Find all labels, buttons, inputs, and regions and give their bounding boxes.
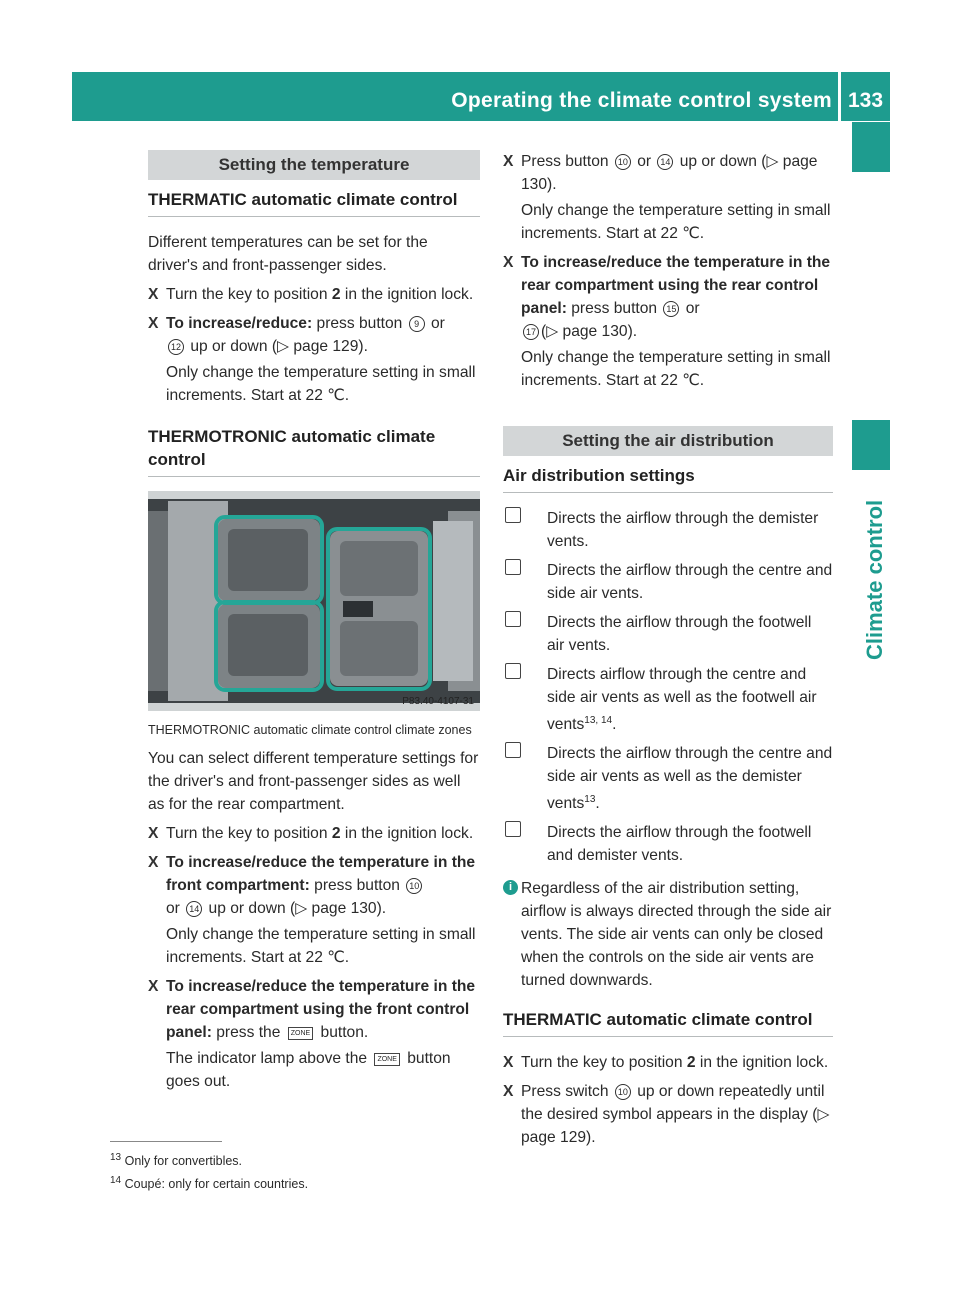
button-number-icon: 9 (409, 316, 425, 332)
button-number-icon: 10 (406, 878, 422, 894)
button-number-icon: 17 (523, 324, 539, 340)
side-tab-block (852, 420, 890, 470)
step-note: The indicator lamp above the ZONE button goes out. (166, 1050, 451, 1090)
instruction-step: X To increase/reduce the temperature in the rear compartment using the front control panel: press the ZONE button. The indicator lamp above the ZONE button goes out. (148, 975, 480, 1093)
instruction-step: X Press switch 10 up or down repeatedly until the desired symbol appears in the display (▷ page 129). (503, 1080, 833, 1149)
info-icon: i (503, 880, 518, 895)
page-reference-link[interactable]: page 130). (307, 900, 387, 917)
info-note: i Regardless of the air distribution setting, airflow is always directed through the side air vents. The side air vents can only be closed when the controls on the side air vents are turned downwards. (503, 877, 833, 992)
subheading: THERMATIC automatic climate control (148, 188, 480, 217)
button-number-icon: 10 (615, 1084, 631, 1100)
section-title: Setting the air distribution (503, 426, 833, 456)
step-marker: X (503, 254, 514, 271)
zone-button-icon: ZONE (374, 1053, 399, 1066)
step-marker: X (148, 854, 159, 871)
paragraph: Different temperatures can be set for the driver's and front-passenger sides. (148, 234, 428, 274)
page-reference-link[interactable]: page 130). (558, 323, 638, 340)
step-note: Only change the temperature setting in small increments. Start at 22 ℃. (166, 364, 476, 404)
footnote: $^{14}$ Coupé: only for certain countries. (110, 1175, 309, 1192)
subheading: THERMOTRONIC automatic climate control (148, 425, 480, 477)
step-marker: X (503, 1083, 514, 1101)
car-interior-illustration (148, 491, 480, 711)
side-tab-block (852, 122, 890, 172)
instruction-step: X Press button 10 or 14 up or down (▷ page 130). Only change the temperature setting in small increments. Start at 22 ℃. (503, 150, 833, 245)
climate-zones-figure (148, 491, 480, 711)
defrost-airflow-icon (503, 507, 547, 553)
page-ref-arrow-icon: ▷ (817, 1106, 830, 1124)
step-marker: X (503, 1054, 514, 1072)
air-setting-row: Directs airflow through the centre and side air vents as well as the footwell air vents$^{13, 14}$. (503, 663, 833, 736)
subheading: THERMATIC automatic climate control (503, 1008, 833, 1037)
page-number: 133 (848, 89, 884, 112)
air-setting-row: Directs the airflow through the centre and side air vents as well as the demister vents$^{13}$. (503, 742, 833, 815)
step-marker: X (148, 978, 159, 995)
air-setting-row: Directs the airflow through the footwell and demister vents. (503, 821, 833, 867)
footnote: $^{13}$ Only for convertibles. (110, 1152, 243, 1169)
paragraph: You can select different temperature settings for the driver's and front-passenger sides as well as for the rear compartment. (148, 750, 479, 813)
step-marker: X (148, 286, 159, 303)
footnotes (110, 1148, 308, 1194)
centre-demist-airflow-icon (503, 742, 547, 815)
zone-button-icon: ZONE (288, 1027, 313, 1040)
page-header (72, 72, 890, 121)
footnote-ref: 13, 14 (584, 715, 613, 726)
side-section-label: Climate control (862, 499, 887, 660)
page-reference-link[interactable]: page 130). (521, 153, 818, 193)
step-note: Only change the temperature setting in small increments. Start at 22 ℃. (521, 349, 831, 389)
left-column (148, 150, 480, 1099)
air-setting-row: Directs the airflow through the demister vents. (503, 507, 833, 553)
subheading: Air distribution settings (503, 464, 833, 493)
button-number-icon: 14 (186, 901, 202, 917)
page-reference-link[interactable]: page 129). (521, 1129, 596, 1147)
section-title: Setting the temperature (148, 150, 480, 180)
figure-code: P83.40-4107-31 (402, 696, 474, 707)
page-ref-arrow-icon: ▷ (295, 900, 308, 917)
centre-footwell-airflow-icon (503, 663, 547, 736)
instruction-step: X Turn the key to position 2 in the ignition lock. (503, 1051, 833, 1074)
air-setting-row: Directs the airflow through the centre and side air vents. (503, 559, 833, 605)
figure-caption: THERMOTRONIC automatic climate control climate zones (148, 723, 472, 737)
step-marker: X (503, 153, 514, 170)
footnote-divider (110, 1141, 222, 1142)
step-marker: X (148, 825, 159, 842)
footwell-demist-airflow-icon (503, 821, 547, 867)
footwell-airflow-icon (503, 611, 547, 657)
page-ref-arrow-icon: ▷ (546, 323, 559, 340)
button-number-icon: 15 (663, 301, 679, 317)
centre-vent-airflow-icon (503, 559, 547, 605)
button-number-icon: 10 (615, 154, 631, 170)
air-setting-row: Directs the airflow through the footwell air vents. (503, 611, 833, 657)
header-divider (838, 72, 841, 121)
instruction-step: X Turn the key to position 2 in the ignition lock. (148, 283, 480, 306)
instruction-step: X To increase/reduce: press button 9 or 12 up or down (▷ page 129). Only change the temperature setting in small increments. Start at 22 ℃. (148, 312, 480, 407)
button-number-icon: 12 (168, 339, 184, 355)
page-ref-arrow-icon: ▷ (766, 153, 779, 170)
instruction-step: X To increase/reduce the temperature in the rear compartment using the rear control panel: press button 15 or 17 (▷ page 130). Only change the temperature setting in small increments. Start at 22 ℃. (503, 251, 833, 392)
header-title: Operating the climate control system (451, 89, 832, 112)
right-column (503, 150, 833, 1155)
footnote-ref: 13 (584, 794, 596, 806)
step-marker: X (148, 315, 159, 332)
page-ref-arrow-icon: ▷ (277, 338, 290, 355)
button-number-icon: 14 (657, 154, 673, 170)
step-note: Only change the temperature setting in small increments. Start at 22 ℃. (521, 202, 831, 242)
page-reference-link[interactable]: page 129). (289, 338, 368, 355)
step-note: Only change the temperature setting in small increments. Start at 22 ℃. (166, 926, 476, 966)
instruction-step: X To increase/reduce the temperature in the front compartment: press button 10 or 14 up or down (▷ page 130). Only change the temperature setting in small increments. Start at 22 ℃. (148, 851, 480, 969)
instruction-step: X Turn the key to position 2 in the ignition lock. (148, 822, 480, 845)
